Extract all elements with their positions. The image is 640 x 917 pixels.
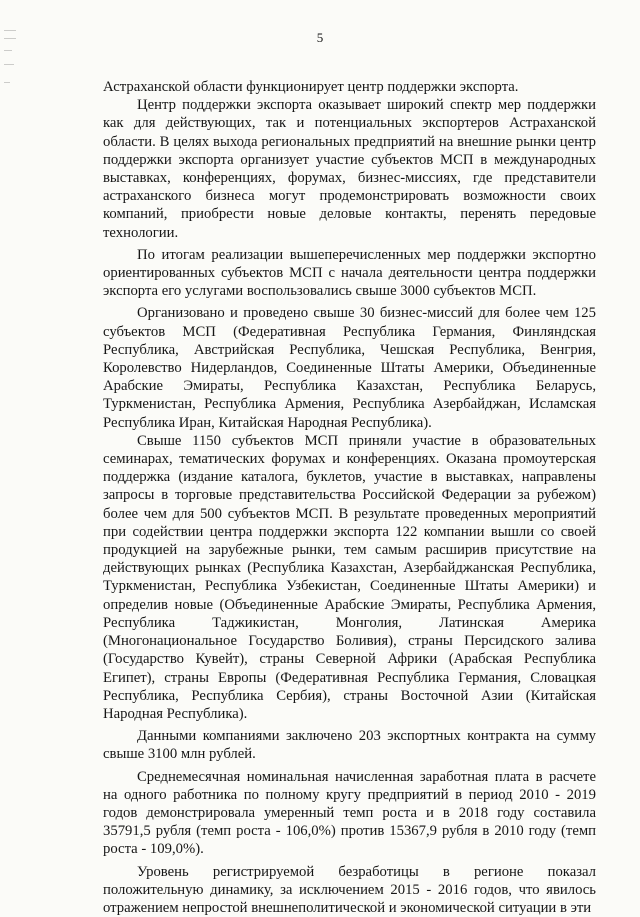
document-body bbox=[103, 78, 596, 917]
paragraph: По итогам реализации вышеперечисленных мер поддержки экспортно ориентированных субъектов МСП с начала деятельности центра поддержки экспорта его услугами воспользовались свыше 3000 субъектов МСП. bbox=[103, 246, 596, 300]
paragraph: Данными компаниями заключено 203 экспортных контракта на сумму свыше 3100 млн рублей. bbox=[103, 728, 596, 763]
paragraph: Среднемесячная номинальная начисленная заработная плата в расчете на одного работника по полному кругу предприятий в период 2010 - 2019 годов демонстрировала умеренный темп роста и в 2018 году составила 35791,5 рубля (темп роста - 106,0%) против 15367,9 рубля в 2010 году (темп роста - 109,0%). bbox=[103, 768, 596, 858]
paragraph: Астраханской области функционирует центр поддержки экспорта. bbox=[103, 79, 519, 95]
page-number: 5 bbox=[316, 30, 324, 45]
paragraph: Центр поддержки экспорта оказывает широкий спектр мер поддержки как для действующих, так и потенциальных экспортеров Астраханской области. В целях выхода региональных предприятий на внешние рынки центр поддержки экспорта организует участие субъектов МСП в международных выставках, конференциях, форумах, бизнес-миссиях, где представители астраханского бизнеса могут продемонстрировать возможности своих компаний, приобрести новые деловые контакты, перенять передовые технологии. bbox=[103, 97, 596, 241]
paragraph: Уровень регистрируемой безработицы в регионе показал положительную динамику, за исключением 2015 - 2016 годов, что явилось отражением непростой внешнеполитической и экономической ситуации в эти bbox=[103, 863, 596, 916]
paragraph: Свыше 1150 субъектов МСП приняли участие в образовательных семинарах, тематических форумах и конференциях. Оказана промоутерская поддержка (издание каталога, буклетов, участие в выставках, направлены запросы в торговые представительства Российской Федерации за рубежом) более чем для 500 субъектов МСП. В результате проведенных мероприятий при содействии центра поддержки экспорта 122 компании вышли со своей продукцией на зарубежные рынки, тем самым расширив присутствие на действующих рынках (Республика Казахстан, Азербайджанская Республика, Туркменистан, Республика Узбекистан, Соединенные Штаты Америки) и определив новые (Объединенные Арабские Эмираты, Республика Армения, Республика Таджикистан, Монголия, Латинская Америка (Многонациональное Государство Боливия), страны Персидского залива (Государство Кувейт), страны Северной Африки (Арабская Республика Египет), страны Европы (Федеративная Республика Германия, Словацкая Республика, Республика Сербия), страны Восточной Азии (Китайская Народная Республика). bbox=[103, 432, 596, 722]
paragraph: Организовано и проведено свыше 30 бизнес-миссий для более чем 125 субъектов МСП (Федеративная Республика Германия, Финляндская Республика, Австрийская Республика, Чешская Республика, Венгрия, Королевство Нидерландов, Соединенные Штаты Америки, Объединенные Арабские Эмираты, Республика Казахстан, Республика Беларусь, Туркменистан, Республика Армения, Республика Азербайджан, Исламская Республика Иран, Китайская Народная Республика). bbox=[103, 305, 596, 431]
